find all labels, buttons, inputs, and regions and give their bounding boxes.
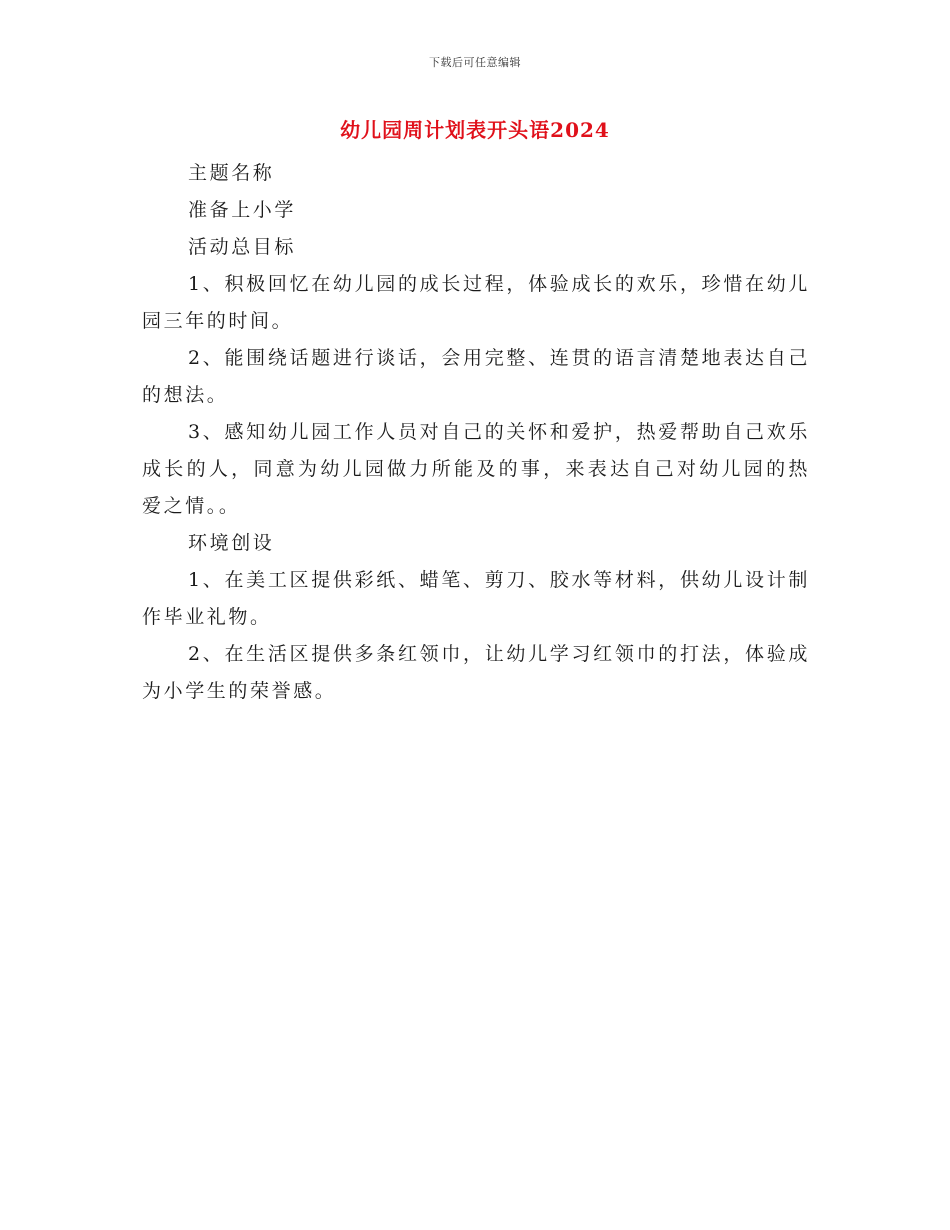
document-title: 幼儿园周计划表开头语2024 xyxy=(340,118,610,142)
paragraph-theme-value: 准备上小学 xyxy=(188,199,297,221)
paragraph-environment-2: 2、在生活区提供多条红领巾，让幼儿学习红领巾的打法，体验成为小学生的荣誉感。 xyxy=(142,643,810,702)
paragraph-goal-3: 3、感知幼儿园工作人员对自己的关怀和爱护，热爱帮助自己欢乐成长的人，同意为幼儿园做力所能及的事，来表达自己对幼儿园的热爱之情。。 xyxy=(142,421,810,517)
paragraph-theme-label: 主题名称 xyxy=(188,162,275,184)
paragraph-goal-2: 2、能围绕话题进行谈话，会用完整、连贯的语言清楚地表达自己的想法。 xyxy=(142,347,810,406)
paragraph-environment-heading: 环境创设 xyxy=(188,532,275,554)
page-header-note: 下载后可任意编辑 xyxy=(429,56,521,69)
paragraph-environment-1: 1、在美工区提供彩纸、蜡笔、剪刀、胶水等材料，供幼儿设计制作毕业礼物。 xyxy=(142,569,810,628)
paragraph-goals-heading: 活动总目标 xyxy=(188,236,297,258)
document-body xyxy=(142,155,810,710)
paragraph-goal-1: 1、积极回忆在幼儿园的成长过程，体验成长的欢乐，珍惜在幼儿园三年的时间。 xyxy=(142,273,810,332)
